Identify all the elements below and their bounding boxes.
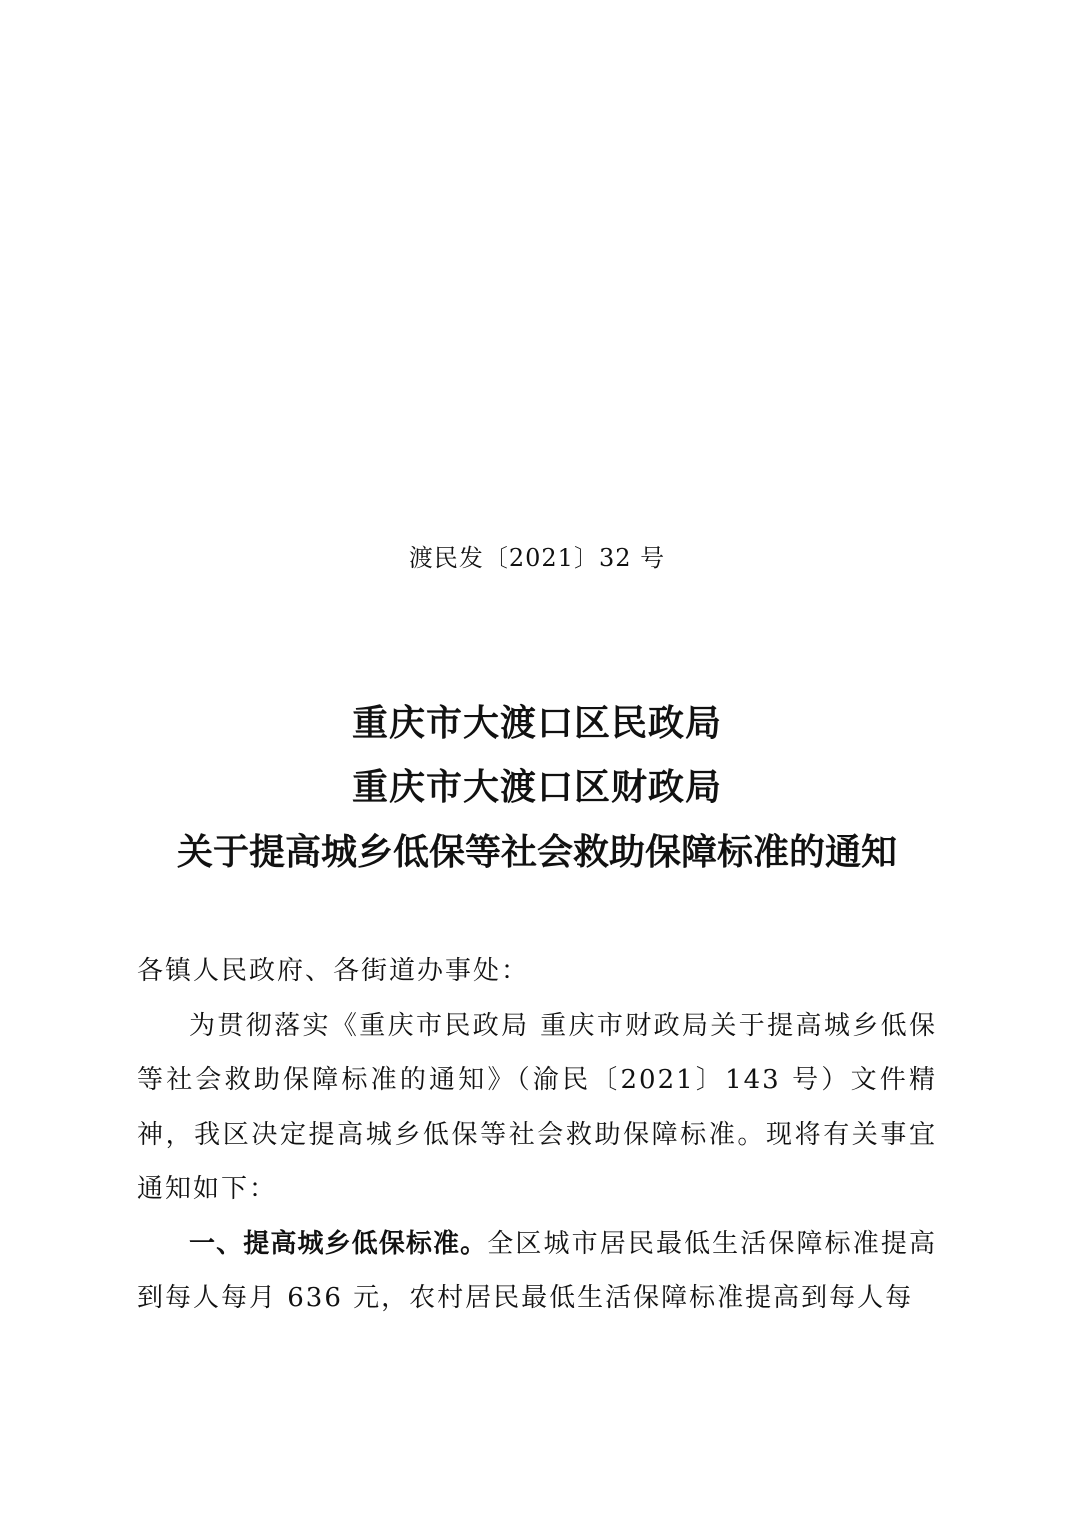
paragraph-intro: 为贯彻落实《重庆市民政局 重庆市财政局关于提高城乡低保等社会救助保障标准的通知》（渝民〔2021〕143 号）文件精神，我区决定提高城乡低保等社会救助保障标准。现将有关事宜通知如下： [137,1010,937,1204]
section-1-heading: 一、提高城乡低保标准。 [189,1228,488,1259]
title-line-issuer-finance: 重庆市大渡口区财政局 [351,767,722,808]
title-line-subject: 关于提高城乡低保等社会救助保障标准的通知 [176,832,897,873]
document-number: 渡民发〔2021〕32 号 [408,544,666,572]
paragraph-section-1 [137,1217,937,1326]
title-line-issuer-civil-affairs: 重庆市大渡口区民政局 [351,703,722,744]
section-1-text: 全区城市居民最低生活保障标准提高到每人每月 636 元，农村居民最低生活保障标准提高到每人每 [137,1228,937,1313]
salutation: 各镇人民政府、各街道办事处： [137,956,530,986]
document-body [137,944,937,1326]
